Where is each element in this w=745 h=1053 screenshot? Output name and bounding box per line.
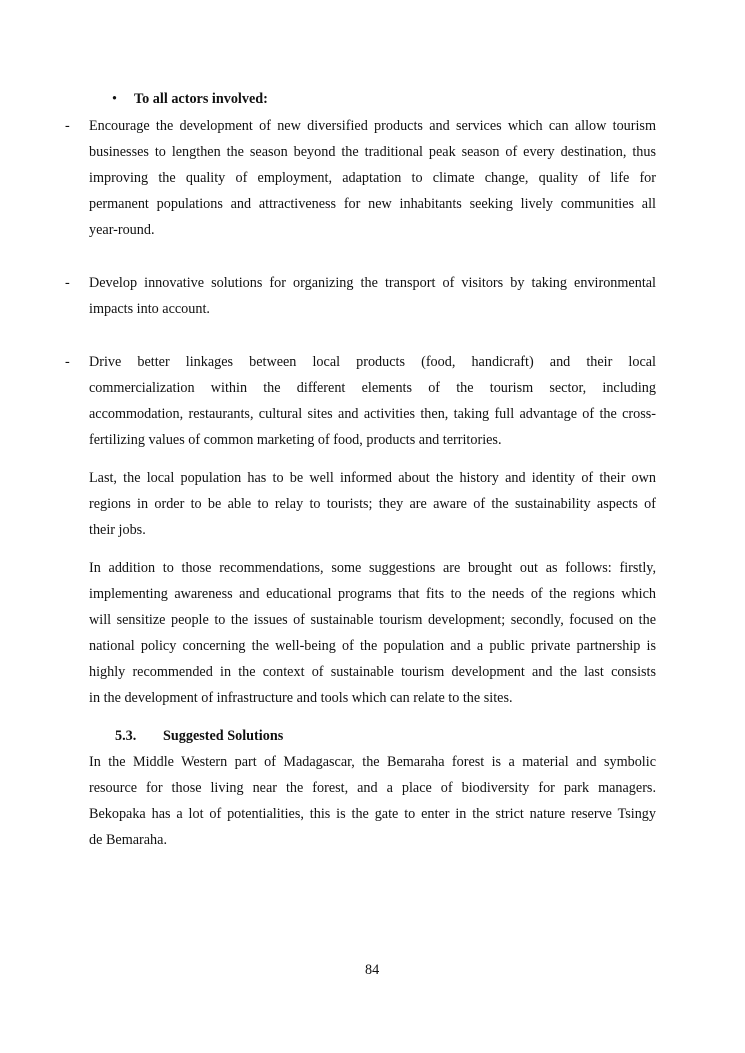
dash-icon: - <box>65 354 70 370</box>
list-item-1-line-3: improving the quality of employment, adaptation to climate change, quality of life for <box>89 170 656 186</box>
paragraph-1-line-1: Last, the local population has to be well informed about the history and identity of their own <box>89 470 656 486</box>
page-number: 84 <box>365 962 380 978</box>
list-item-1-line-5: year-round. <box>89 222 155 238</box>
section-body-line-2: resource for those living near the forest, and a place of biodiversity for park managers. <box>89 780 656 796</box>
list-item-1-line-4: permanent populations and attractiveness for new inhabitants seeking lively communities all <box>89 196 656 212</box>
section-body-line-3: Bekopaka has a lot of potentialities, this is the gate to enter in the strict nature reserve Tsingy <box>89 806 656 822</box>
actors-heading: To all actors involved: <box>134 91 268 107</box>
paragraph-1-line-2: regions in order to be able to relay to tourists; they are aware of the sustainability aspects of <box>89 496 656 512</box>
section-body-line-1: In the Middle Western part of Madagascar, the Bemaraha forest is a material and symbolic <box>89 754 656 770</box>
bullet-icon: • <box>112 91 117 107</box>
list-item-3-line-2: commercialization within the different elements of the tourism sector, including <box>89 380 656 396</box>
dash-icon: - <box>65 118 70 134</box>
list-item-2-line-2: impacts into account. <box>89 301 210 317</box>
list-item-1-line-1: Encourage the development of new diversified products and services which can allow tourism <box>89 118 656 134</box>
paragraph-2-line-2: implementing awareness and educational programs that fits to the needs of the regions which <box>89 586 656 602</box>
list-item-1-line-2: businesses to lengthen the season beyond the traditional peak season of every destination, thus <box>89 144 656 160</box>
paragraph-2-line-1: In addition to those recommendations, some suggestions are brought out as follows: firstly, <box>89 560 656 576</box>
section-number: 5.3. <box>115 728 137 744</box>
paragraph-2-line-6: in the development of infrastructure and tools which can relate to the sites. <box>89 690 513 706</box>
paragraph-2-line-3: will sensitize people to the issues of sustainable tourism development; secondly, focused on the <box>89 612 656 628</box>
paragraph-2-line-4: national policy concerning the well-being of the population and a public private partnership is <box>89 638 656 654</box>
section-body-line-4: de Bemaraha. <box>89 832 167 848</box>
dash-icon: - <box>65 275 70 291</box>
section-title: Suggested Solutions <box>163 728 284 744</box>
list-item-3-line-4: fertilizing values of common marketing of food, products and territories. <box>89 432 502 448</box>
paragraph-2-line-5: highly recommended in the context of sustainable tourism development and the last consists <box>89 664 656 680</box>
list-item-2-line-1: Develop innovative solutions for organizing the transport of visitors by taking environmental <box>89 275 656 291</box>
paragraph-1-line-3: their jobs. <box>89 522 146 538</box>
list-item-3-line-3: accommodation, restaurants, cultural sites and activities then, taking full advantage of the cross- <box>89 406 656 422</box>
list-item-3-line-1: Drive better linkages between local products (food, handicraft) and their local <box>89 354 656 370</box>
